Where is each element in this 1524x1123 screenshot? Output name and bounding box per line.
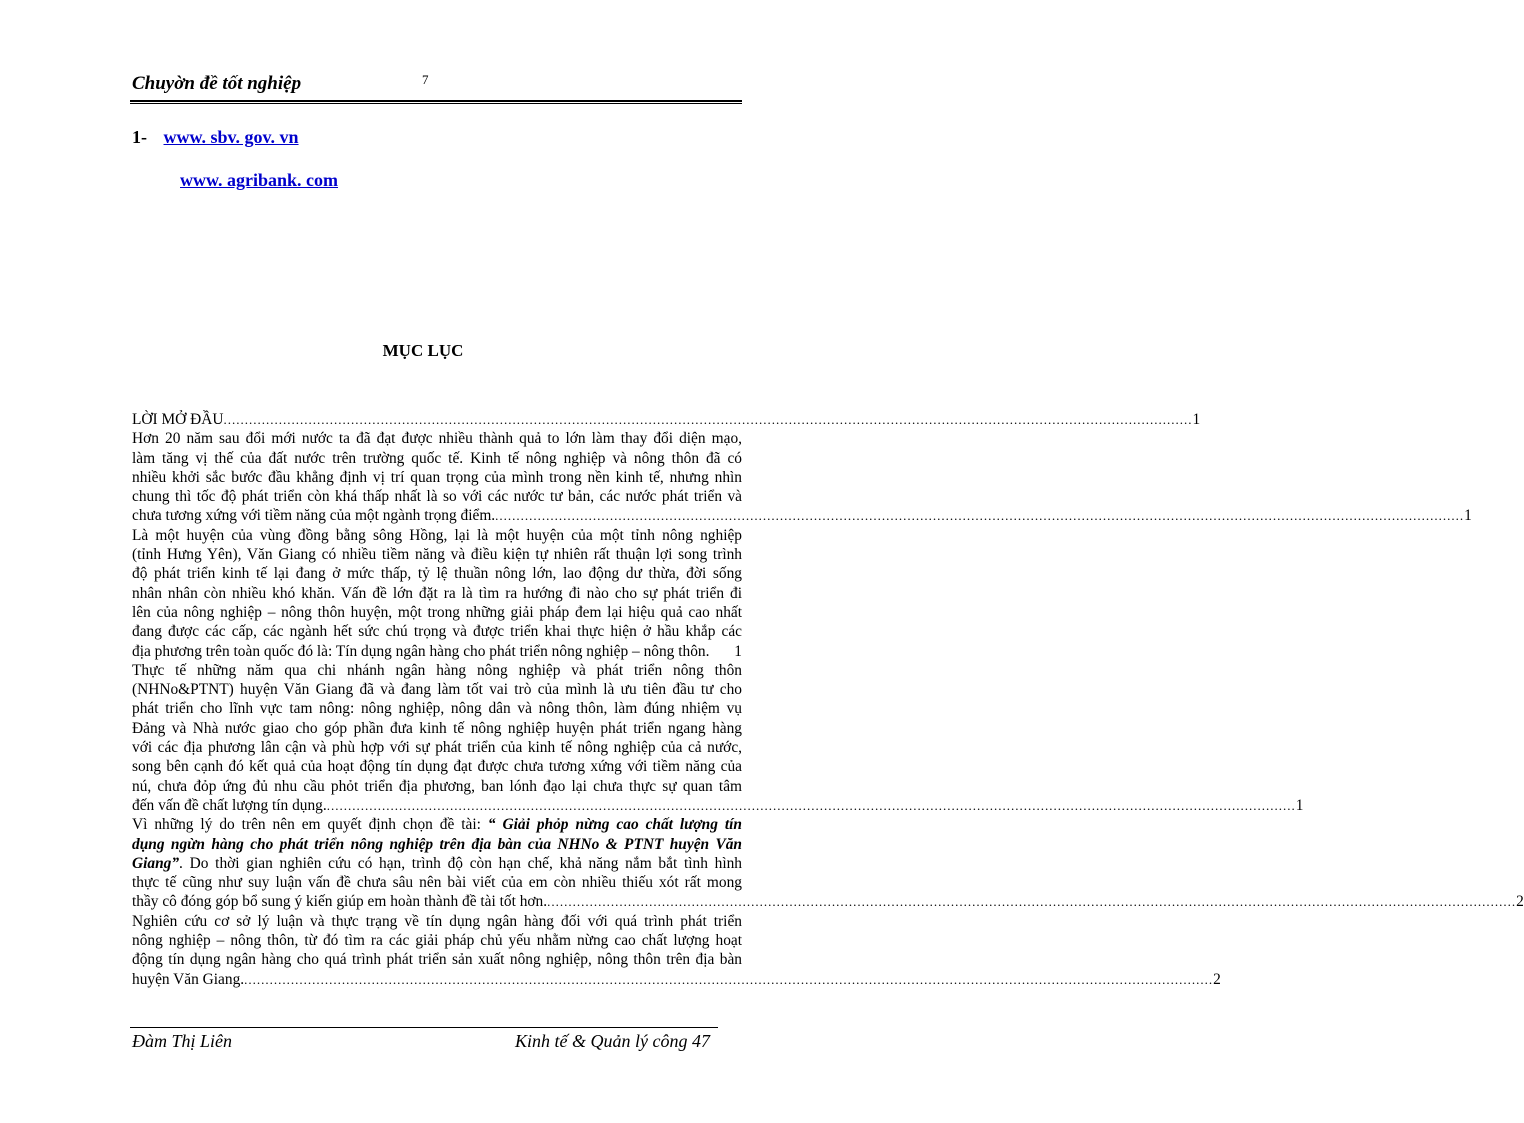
toc-leader-dots: .................................................................................................................................................................................................................................... — [223, 412, 1193, 427]
toc-entry-text: độ phát triển kinh tế lại đang ở mức thấp, tỷ lệ thuần nông lớn, lao động dư thừa, đời sống — [132, 565, 742, 583]
toc-entry-text: huyện Văn Giang. — [132, 970, 245, 988]
toc-page-number: 1 — [734, 642, 742, 660]
thesis-title-text: Giang” — [132, 854, 180, 872]
toc-entry-text: chưa tương xứng với tiềm năng của một ngành trọng điểm. — [132, 507, 496, 525]
agribank-link[interactable]: www. agribank. com — [180, 170, 339, 190]
toc-leader-dots: .................................................................................................................................................................................................................................... — [547, 894, 1517, 910]
toc-page-number: 2 — [1516, 893, 1524, 911]
toc-entry-text: động tín dụng ngân hàng cho quá trình phát triển sản xuất nông nghiệp, nông thôn trên địa bàn — [132, 951, 742, 969]
reference-line-2 — [180, 170, 338, 191]
toc-entry-text: (tỉnh Hưng Yên), Văn Giang có nhiều tiềm năng và điều kiện tự nhiên rất thuận lợi song trình — [132, 546, 742, 564]
toc-entry-4[interactable] — [132, 661, 1304, 815]
reference-line-1 — [132, 127, 299, 148]
toc-entry-text: Hơn 20 năm sau đổi mới nước ta đã đạt được nhiều thành quả to lớn làm thay đổi diện mạo, — [132, 430, 742, 448]
toc-heading: MỤC LỤC — [382, 341, 464, 360]
toc-leader-dots: .................................................................................................................................................................................................................................... — [495, 508, 1465, 524]
page-number: 7 — [422, 72, 429, 87]
toc-entry-text: đang được các cấp, các ngành hết sức chú trọng và được triển khai thực hiện ở hầu khắp các — [132, 623, 742, 641]
toc-leader-dots: .................................................................................................................................................................................................................................... — [326, 797, 1296, 813]
toc-page-number: 1 — [1295, 796, 1304, 814]
toc-entry-text: làm tăng vị thế của đất nước trên trường quốc tế. Kinh tế nông nghiệp và nông thôn đã có — [132, 449, 742, 467]
toc-entry-text: Nghiên cứu cơ sở lý luận và thực trạng về tín dụng ngân hàng đối với quá trình phát triển — [132, 912, 742, 930]
toc-text-plain: Vì những lý do trên nên em quyết định chọn đề tài: — [132, 816, 488, 834]
footer-department: Kinh tế & Quản lý công 47 — [515, 1031, 710, 1051]
toc-page-number: 1 — [1464, 507, 1472, 525]
toc-entry-text: Là một huyện của vùng đồng bằng sông Hồng, lại là một huyện của một tỉnh nông nghiệp — [132, 526, 742, 544]
header-rule — [130, 100, 742, 104]
toc-entry-text: LỜI MỞ ĐẦU — [132, 411, 224, 428]
toc-entry-text: Thực tế những năm qua chi nhánh ngân hàng nông nghiệp và phát triển nông thôn — [132, 661, 742, 679]
toc-entry-text — [132, 815, 742, 834]
toc-entry-text: nhiều khởi sắc bước đầu khẳng định vị trí quan trọng của mình trong nền kinh tế, nhưng nhìn — [132, 468, 742, 486]
toc-leader-dots: .................................................................................................................................................................................................................................... — [244, 971, 1214, 987]
table-of-contents — [132, 410, 1524, 989]
toc-entry-text: lên của nông nghiệp – nông thôn huyện, một trong những giải pháp đem lại hiệu quả cao nhất — [132, 603, 742, 621]
header-title: Chuyờn đề tốt nghiệp — [132, 73, 302, 94]
toc-text-plain: . Do thời gian nghiên cứu có hạn, trình độ còn hạn chế, khả năng nắm bắt tình hình — [179, 854, 742, 872]
thesis-title-text: “ Giải phỏp nừng cao chất lượng tín — [487, 816, 742, 834]
sbv-link[interactable]: www. sbv. gov. vn — [163, 127, 299, 147]
toc-entry-6[interactable] — [132, 912, 1221, 989]
toc-leader-dots — [709, 642, 734, 661]
toc-entry-text: phát triển cho lĩnh vực tam nông: nông nghiệp, nông dân và nông thôn, làm đúng nhiệm vụ — [132, 700, 742, 718]
toc-page-number: 2 — [1213, 970, 1221, 988]
toc-page-number: 1 — [1192, 411, 1201, 428]
toc-entry-text: nú, chưa đỏp ứng đủ nhu cầu phỏt triển địa phương, ban lónh đạo lại chưa thực sự quan tâm — [132, 777, 742, 795]
toc-entry-intro[interactable] — [132, 410, 1201, 429]
toc-entry-text: nông nghiệp – nông thôn, từ đó tìm ra các giải pháp chủ yếu nhằm nừng cao chất lượng hoạt — [132, 932, 742, 950]
toc-entry-3[interactable] — [132, 526, 742, 661]
toc-entry-text: chung thì tốc độ phát triển còn khá thấp nhất là so với các nước tư bản, các nước phát triển và — [132, 488, 742, 506]
toc-entry-text: (NHNo&PTNT) huyện Văn Giang đã và đang làm tốt vai trò của mình là ưu tiên đầu tư cho — [132, 681, 742, 699]
reference-number: 1- — [132, 127, 147, 147]
toc-entry-text: đến vấn đề chất lượng tín dụng. — [132, 796, 327, 814]
toc-entry-2[interactable] — [132, 429, 1472, 525]
toc-entry-5[interactable] — [132, 815, 1524, 911]
toc-entry-text: nhân nhân còn nhiều khó khăn. Vấn đề lớn đặt ra là tìm ra hướng đi nào cho sự phát triển đi — [132, 584, 742, 602]
toc-entry-text: với các địa phương lân cận và phù hợp với sự phát triển của kinh tế nông nghiệp của cả nước, — [132, 739, 742, 757]
footer-rule — [130, 1027, 718, 1028]
toc-entry-text: song bên cạnh đó kết quả của hoạt động tín dụng đạt được chưa tương xứng với tiềm năng của — [132, 758, 742, 776]
toc-entry-text: địa phương trên toàn quốc đó là: Tín dụng ngân hàng cho phát triển nông nghiệp – nông thôn. — [132, 642, 710, 660]
toc-entry-text: thầy cô đóng góp bổ sung ý kiến giúp em hoàn thành đề tài tốt hơn. — [132, 893, 548, 911]
toc-entry-text: thực tế cũng như suy luận vấn đề chưa sâu nên bài viết của em còn nhiều thiếu xót rất mong — [132, 874, 742, 892]
thesis-title-text: dụng ngừn hàng cho phát triển nông nghiệp trên địa bàn của NHNo & PTNT huyện Văn — [132, 835, 742, 853]
toc-entry-text — [132, 854, 742, 873]
toc-entry-text: Đảng và Nhà nước giao cho góp phần đưa kinh tế nông nghiệp huyện phát triển ngang hàng — [132, 719, 742, 737]
footer-author: Đàm Thị Liên — [132, 1031, 233, 1051]
